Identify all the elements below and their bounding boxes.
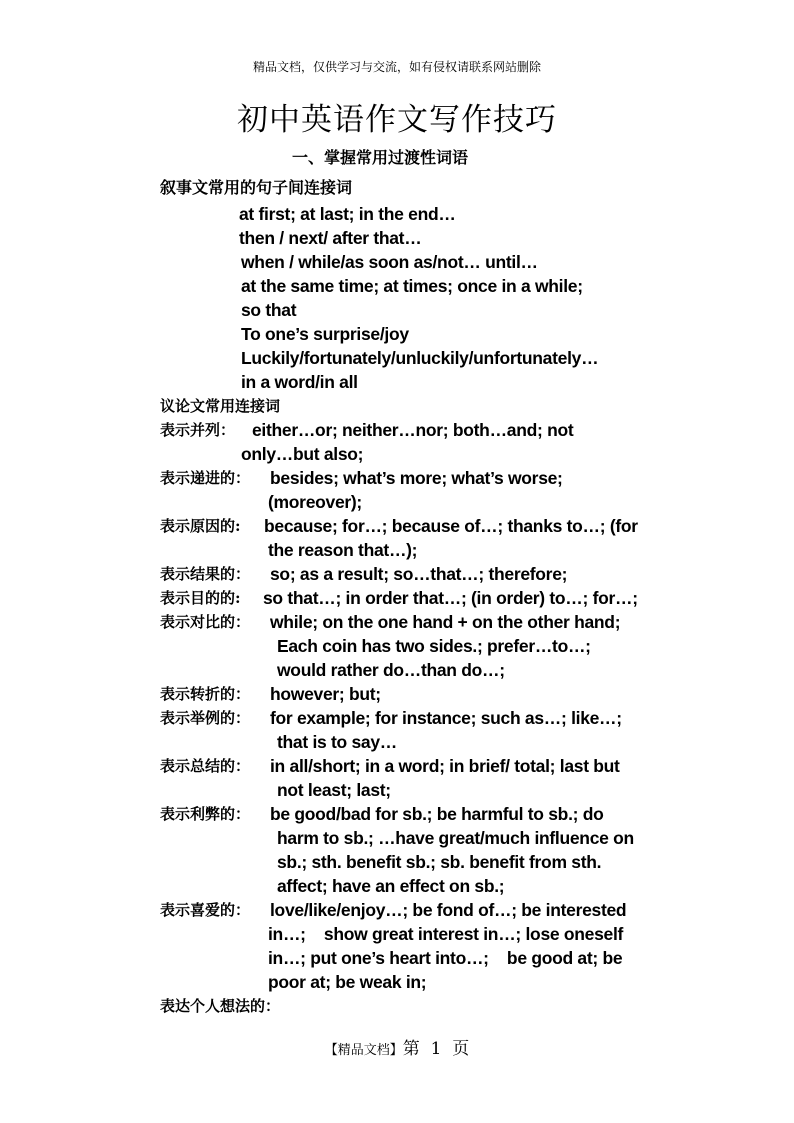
group-line: harm to sb.; …have great/much influence on: [277, 828, 634, 848]
group-line: in…; put one’s heart into…; be good at; be: [268, 948, 623, 968]
group-line: sb.; sth. benefit sb.; sb. benefit from sth.: [277, 852, 602, 872]
document-title: 初中英语作文写作技巧: [237, 102, 557, 138]
page-footer: [0, 1034, 794, 1059]
group-label: 表示并列：: [160, 421, 236, 439]
group-label: 表示对比的：: [160, 613, 251, 631]
group-line: not least; last;: [277, 780, 391, 800]
group-line: only…but also;: [241, 444, 364, 464]
group-label: 表示总结的：: [160, 757, 251, 775]
group-label: 表示原因的:: [160, 517, 241, 535]
group-line: that is to say…: [277, 732, 397, 752]
footer-tag: 【精品文档】: [324, 1043, 403, 1058]
group-line: poor at; be weak in;: [268, 972, 427, 992]
list-item: To one’s surprise/joy: [241, 324, 409, 344]
list-item: Luckily/fortunately/unluckily/unfortunately…: [241, 348, 599, 368]
group-label: 表示利弊的：: [160, 805, 251, 823]
group-line: the reason that…);: [268, 540, 418, 560]
section-heading: 一、掌握常用过渡性词语: [292, 148, 469, 167]
group-line: because; for…; because of…; thanks to…; (for: [264, 516, 638, 536]
group-line: Each coin has two sides.; prefer…to…;: [277, 636, 591, 656]
group-line: be good/bad for sb.; be harmful to sb.; do: [270, 804, 604, 824]
list-item: so that: [241, 300, 297, 320]
group-line: in all/short; in a word; in brief/ total; last but: [270, 756, 620, 776]
page-number: 第 1 页: [402, 1039, 470, 1059]
group-line: in…; show great interest in…; lose oneself: [268, 924, 624, 944]
list-item: at the same time; at times; once in a while;: [241, 276, 583, 296]
group-label: 表示举例的：: [160, 709, 251, 727]
list-item: when / while/as soon as/not… until…: [241, 252, 538, 272]
group-label: 表示结果的：: [160, 565, 251, 583]
header-note: 精品文档，仅供学习与交流，如有侵权请联系网站删除: [252, 60, 541, 74]
group-label: 表示转折的：: [160, 685, 251, 703]
list-item: in a word/in all: [241, 372, 358, 392]
group-line: (moreover);: [268, 492, 362, 512]
group-line: either…or; neither…nor; both…and; not: [252, 420, 574, 440]
group-line: so that…; in order that…; (in order) to…; for…;: [263, 588, 638, 608]
opinion-heading: 表达个人想法的：: [160, 997, 281, 1015]
narrative-heading: 叙事文常用的句子间连接词: [160, 178, 353, 197]
argumentative-heading: 议论文常用连接词: [160, 397, 281, 415]
group-line: while; on the one hand + on the other hand;: [270, 612, 621, 632]
group-label: 表示目的的:: [160, 589, 241, 607]
group-line: however; but;: [270, 684, 381, 704]
group-label: 表示递进的：: [160, 469, 251, 487]
group-line: would rather do…than do…;: [277, 660, 505, 680]
group-line: so; as a result; so…that…; therefore;: [270, 564, 568, 584]
group-line: love/like/enjoy…; be fond of…; be interested: [270, 900, 627, 920]
group-line: for example; for instance; such as…; like…;: [270, 708, 622, 728]
group-line: affect; have an effect on sb.;: [277, 876, 505, 896]
group-label: 表示喜爱的：: [160, 901, 251, 919]
list-item: at first; at last; in the end…: [239, 204, 456, 224]
group-line: besides; what’s more; what’s worse;: [270, 468, 563, 488]
list-item: then / next/ after that…: [239, 228, 422, 248]
